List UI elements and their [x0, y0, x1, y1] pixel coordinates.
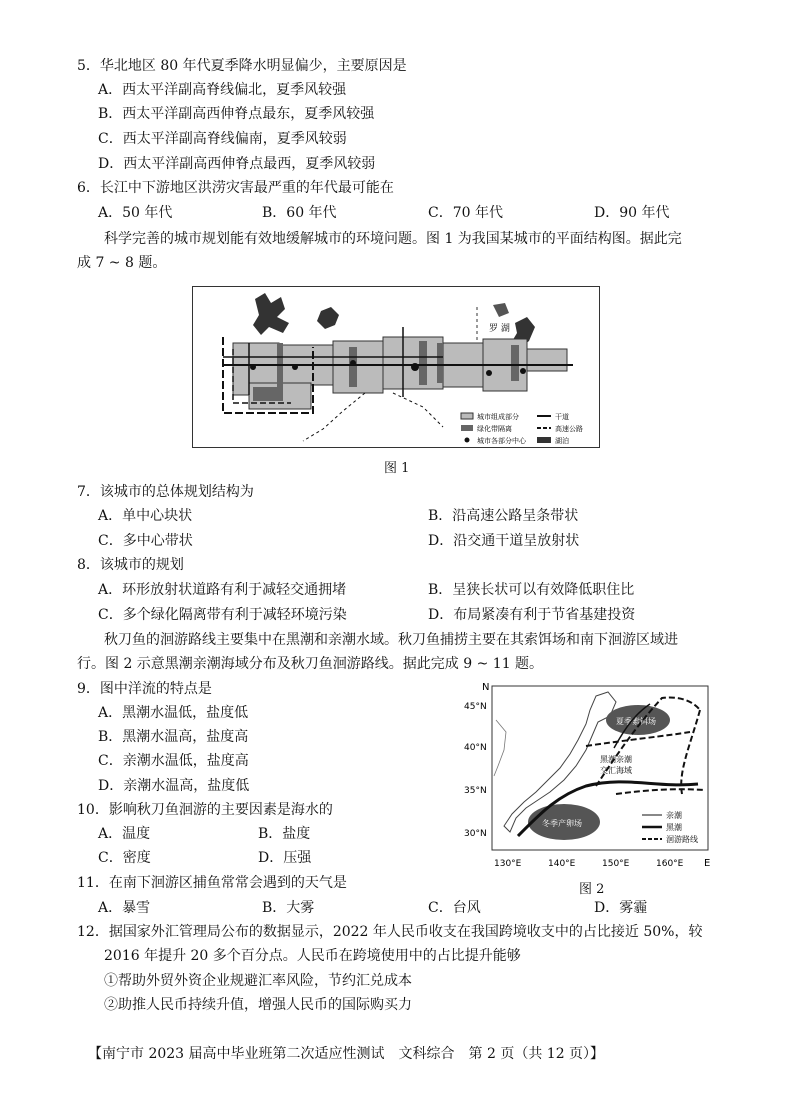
- fig2-winter-ground: 冬季产卵场: [542, 819, 582, 828]
- q9-option-a: A．黑潮水温低，盐度低: [98, 705, 249, 721]
- q12-item-2: ②助推人民币持续升值，增强人民币的国际购买力: [104, 997, 412, 1013]
- page-footer: 【南宁市 2023 届高中毕业班第二次适应性测试 文科综合 第 2 页（共 12 页）】: [88, 1046, 605, 1062]
- q10-option-d: D．压强: [258, 850, 312, 866]
- figure-2-ocean-currents: [446, 676, 716, 876]
- fig1-legend-highway: 高速公路: [555, 425, 583, 433]
- intro-7-8-line2: 成 7 ~ 8 题。: [77, 255, 167, 271]
- q12-item-1: ①帮助外贸外资企业规避汇率风险，节约汇兑成本: [104, 973, 412, 989]
- q5-stem: 5．华北地区 80 年代夏季降水明显偏少，主要原因是: [77, 58, 407, 74]
- figure-2-caption: 图 2: [579, 882, 605, 897]
- q10-option-a: A．温度: [98, 826, 151, 842]
- q5-option-c: C．西太平洋副高脊线偏南，夏季风较弱: [98, 131, 347, 147]
- fig2-mix-label-2: 交汇海域: [600, 766, 632, 775]
- q9-option-d: D．亲潮水温高，盐度低: [98, 778, 250, 794]
- q11-option-b: B．大雾: [262, 900, 315, 916]
- fig2-lat-40: 40°N: [464, 743, 487, 753]
- q7-stem: 7．该城市的总体规划结构为: [77, 484, 254, 500]
- q6-option-b: B．60 年代: [262, 205, 337, 221]
- q12-stem-line1: 12．据国家外汇管理局公布的数据显示，2022 年人民币收支在我国跨境收支中的占比接近 50%，较: [77, 924, 703, 940]
- q8-option-d: D．布局紧凑有利于节省基建投资: [428, 607, 636, 623]
- q11-stem: 11．在南下洄游区捕鱼常常会遇到的天气是: [77, 875, 347, 891]
- fig1-legend-center: 城市各部分中心: [477, 437, 526, 445]
- q8-option-b: B．呈狭长状可以有效降低职住比: [428, 582, 635, 598]
- q7-option-a: A．单中心块状: [98, 508, 193, 524]
- q8-option-a: A．环形放射状道路有利于减轻交通拥堵: [98, 582, 347, 598]
- q7-option-b: B．沿高速公路呈条带状: [428, 508, 579, 524]
- q10-stem: 10．影响秋刀鱼洄游的主要因素是海水的: [77, 802, 333, 818]
- q11-option-d: D．雾霾: [594, 900, 648, 916]
- figure-1-city-structure: [192, 286, 600, 448]
- fig2-mix-label-1: 黑潮亲潮: [600, 755, 632, 764]
- q11-option-a: A．暴雪: [98, 900, 151, 916]
- fig2-east-label: E: [704, 858, 711, 869]
- figure-1-caption: 图 1: [384, 461, 410, 476]
- q9-option-b: B．黑潮水温高，盐度高: [98, 729, 249, 745]
- fig1-luohu-label: 罗 湖: [489, 324, 510, 334]
- q9-option-c: C．亲潮水温低，盐度高: [98, 753, 249, 769]
- q11-option-c: C．台风: [428, 900, 481, 916]
- fig2-summer-ground: 夏季索饵场: [616, 717, 656, 726]
- fig2-lat-35: 35°N: [464, 786, 487, 796]
- q10-option-b: B．盐度: [258, 826, 311, 842]
- q8-stem: 8．该城市的规划: [77, 557, 184, 573]
- q9-stem: 9．图中洋流的特点是: [77, 681, 212, 697]
- fig1-legend-trunk: 干道: [555, 413, 569, 421]
- fig1-legend-green: 绿化带隔离: [477, 425, 512, 433]
- q10-option-c: C．密度: [98, 850, 151, 866]
- fig2-legend-route: 洄游路线: [666, 835, 698, 844]
- fig2-legend-oyashio: 亲潮: [666, 811, 682, 820]
- q12-stem-line2: 2016 年提升 20 多个百分点。人民币在跨境使用中的占比提升能够: [104, 948, 521, 964]
- q6-stem: 6．长江中下游地区洪涝灾害最严重的年代最可能在: [77, 180, 394, 196]
- fig2-lat-30: 30°N: [464, 829, 487, 839]
- q7-option-c: C．多中心带状: [98, 533, 193, 549]
- q6-option-c: C．70 年代: [428, 205, 503, 221]
- intro-9-11-line1: 秋刀鱼的洄游路线主要集中在黑潮和亲潮水域。秋刀鱼捕捞主要在其索饵场和南下洄游区域进: [104, 632, 678, 648]
- q5-option-d: D．西太平洋副高西伸脊点最西，夏季风较弱: [98, 156, 376, 172]
- fig1-legend-urban: 城市组成部分: [477, 413, 519, 421]
- q5-option-a: A．西太平洋副高脊线偏北，夏季风较强: [98, 82, 347, 98]
- fig2-lon-130: 130°E: [494, 859, 522, 869]
- intro-7-8-line1: 科学完善的城市规划能有效地缓解城市的环境问题。图 1 为我国某城市的平面结构图。据此完: [104, 231, 682, 247]
- fig2-lon-140: 140°E: [548, 859, 576, 869]
- fig2-lon-160: 160°E: [656, 859, 684, 869]
- fig2-lon-150: 150°E: [602, 859, 630, 869]
- intro-9-11-line2: 行。图 2 示意黑潮亲潮海域分布及秋刀鱼洄游路线。据此完成 9 ~ 11 题。: [77, 656, 544, 672]
- fig2-lat-45: 45°N: [464, 702, 487, 712]
- fig1-legend-lake: 湖泊: [555, 437, 569, 445]
- fig2-legend-kuroshio: 黑潮: [666, 823, 682, 832]
- fig2-north-label: N: [482, 682, 490, 693]
- q7-option-d: D．沿交通干道呈放射状: [428, 533, 580, 549]
- q6-option-d: D．90 年代: [594, 205, 670, 221]
- q6-option-a: A．50 年代: [98, 205, 173, 221]
- q8-option-c: C．多个绿化隔离带有利于减轻环境污染: [98, 607, 347, 623]
- q5-option-b: B．西太平洋副高西伸脊点最东，夏季风较强: [98, 106, 375, 122]
